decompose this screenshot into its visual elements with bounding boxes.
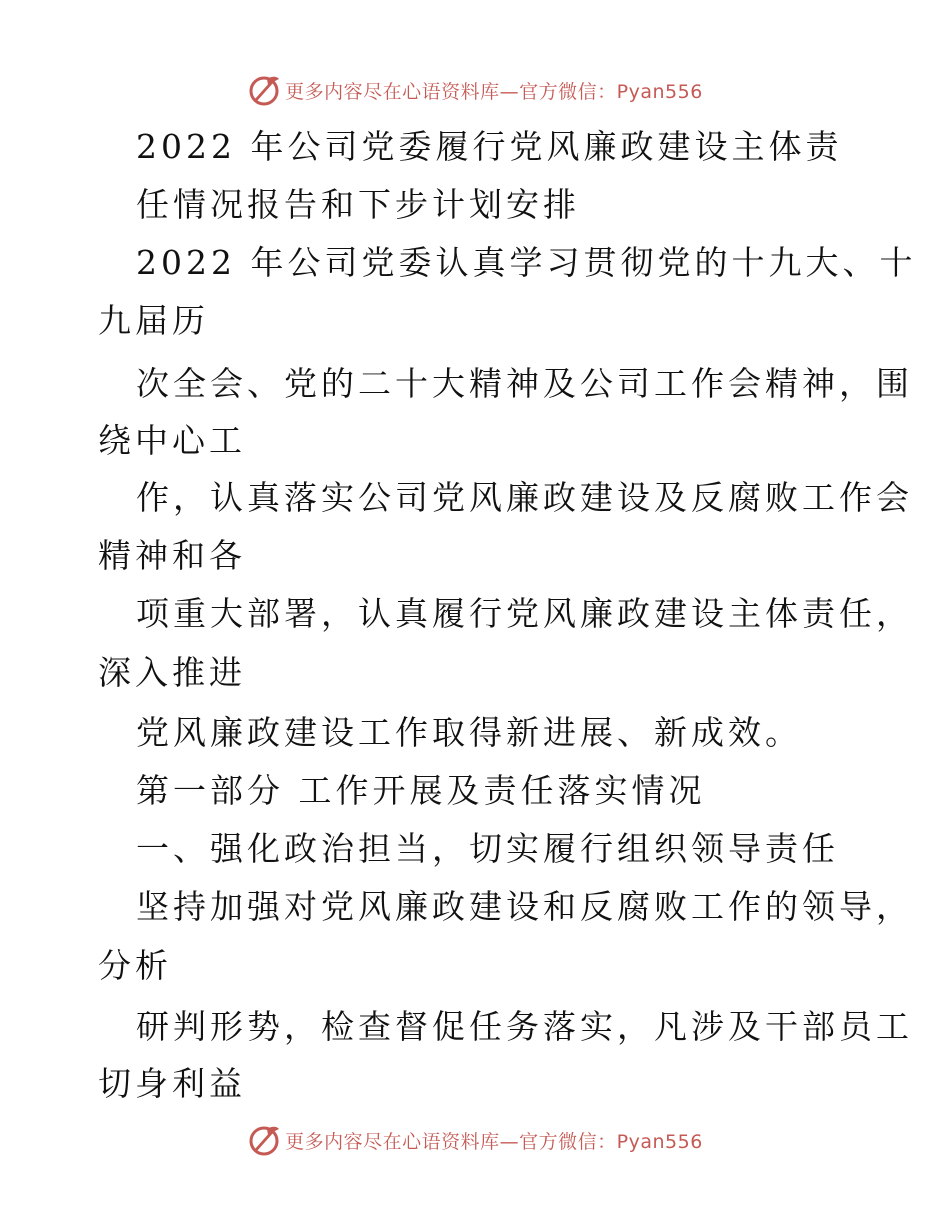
paragraph-line: 党风廉政建设工作取得新进展、新成效。	[136, 713, 802, 752]
paragraph-line: 绕中心工	[98, 421, 246, 460]
paragraph-line: 分析	[98, 946, 172, 985]
section-heading: 第一部分 工作开展及责任落实情况	[136, 771, 706, 810]
subsection-heading: 一、强化政治担当，切实履行组织领导责任	[136, 829, 839, 868]
paragraph-line: 次全会、党的二十大精神及公司工作会精神，围	[136, 364, 913, 403]
paragraph-line: 九届历	[98, 301, 209, 340]
footer-watermark	[0, 1120, 950, 1160]
paragraph-line: 2022 年公司党委认真学习贯彻党的十九大、十	[136, 243, 917, 282]
paragraph-line: 精神和各	[98, 536, 246, 575]
watermark-text: 更多内容尽在心语资料库—官方微信：Pyan556	[285, 1130, 703, 1153]
quill-pen-logo-icon	[247, 1123, 281, 1157]
doc-title-line-2: 任情况报告和下步计划安排	[136, 185, 580, 224]
paragraph-line: 切身利益	[98, 1064, 246, 1103]
paragraph-line: 作，认真落实公司党风廉政建设及反腐败工作会	[136, 478, 913, 517]
watermark-text: 更多内容尽在心语资料库—官方微信：Pyan556	[285, 80, 703, 103]
paragraph-line: 深入推进	[98, 653, 246, 692]
paragraph-line: 项重大部署，认真履行党风廉政建设主体责任，	[136, 594, 913, 633]
doc-title-line-1: 2022 年公司党委履行党风廉政建设主体责	[136, 127, 843, 166]
paragraph-line: 研判形势，检查督促任务落实，凡涉及干部员工	[136, 1007, 913, 1046]
paragraph-line: 坚持加强对党风廉政建设和反腐败工作的领导，	[136, 887, 913, 926]
